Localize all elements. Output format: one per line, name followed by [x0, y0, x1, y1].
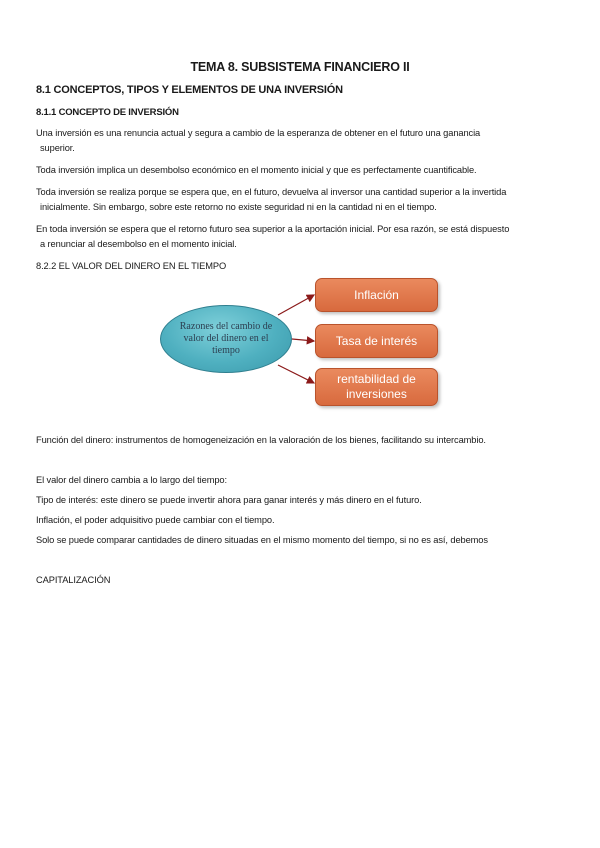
section-heading: 8.1 CONCEPTOS, TIPOS Y ELEMENTOS DE UNA INVERSIÓN [36, 84, 343, 96]
text-line: Inflación, el poder adquisitivo puede cambiar con el tiempo. [36, 515, 275, 525]
paragraph-line: a renunciar al desembolso en el momento inicial. [40, 239, 237, 249]
diagram-center-oval: Razones del cambio de valor del dinero en el tiempo [160, 305, 292, 373]
capitalizacion-heading: CAPITALIZACIÓN [36, 575, 111, 585]
function-text: Función del dinero: instrumentos de homogeneización en la valoración de los bienes, facilitando su intercambio. [36, 435, 486, 445]
paragraph-2 [36, 163, 564, 178]
text-line: Solo se puede comparar cantidades de dinero situadas en el mismo momento del tiempo, si no es así, debemos [36, 535, 488, 545]
paragraph-1 [36, 126, 564, 156]
text-line: El valor del dinero cambia a lo largo del tiempo: [36, 475, 227, 485]
arrow-to-tasa [292, 339, 314, 341]
paragraph-line: Toda inversión se realiza porque se espera que, en el futuro, devuelva al inversor una cantidad superior a la invertida [36, 187, 507, 197]
text-line: Tipo de interés: este dinero se puede invertir ahora para ganar interés y más dinero en el futuro. [36, 495, 422, 505]
paragraph-3 [36, 185, 564, 215]
paragraph-line: superior. [40, 143, 75, 153]
diagram-box-tasa-de-interes: Tasa de interés [315, 324, 438, 358]
paragraph-line: Toda inversión implica un desembolso económico en el momento inicial y que es perfectamente cuantificable. [36, 165, 477, 175]
paragraph-line: inicialmente. Sin embargo, sobre este retorno no existe seguridad ni en la cantidad ni en el tiempo. [40, 202, 437, 212]
value-of-money-diagram [160, 275, 445, 410]
paragraph-line: Una inversión es una renuncia actual y segura a cambio de la esperanza de obtener en el futuro una ganancia [36, 128, 481, 138]
diagram-box-inflacion: Inflación [315, 278, 438, 312]
paragraph-4 [36, 222, 564, 252]
arrow-to-inflacion [278, 295, 314, 315]
subsection2-heading: 8.2.2 EL VALOR DEL DINERO EN EL TIEMPO [36, 261, 227, 271]
subsection-heading: 8.1.1 CONCEPTO DE INVERSIÓN [36, 107, 179, 118]
arrow-to-rentabilidad [278, 365, 314, 383]
paragraph-line: En toda inversión se espera que el retorno futuro sea superior a la aportación inicial. Por esa razón, se está dispuesto [36, 224, 510, 234]
page-title: TEMA 8. SUBSISTEMA FINANCIERO II [190, 60, 410, 74]
diagram-box-rentabilidad: rentabilidad de inversiones [315, 368, 438, 406]
